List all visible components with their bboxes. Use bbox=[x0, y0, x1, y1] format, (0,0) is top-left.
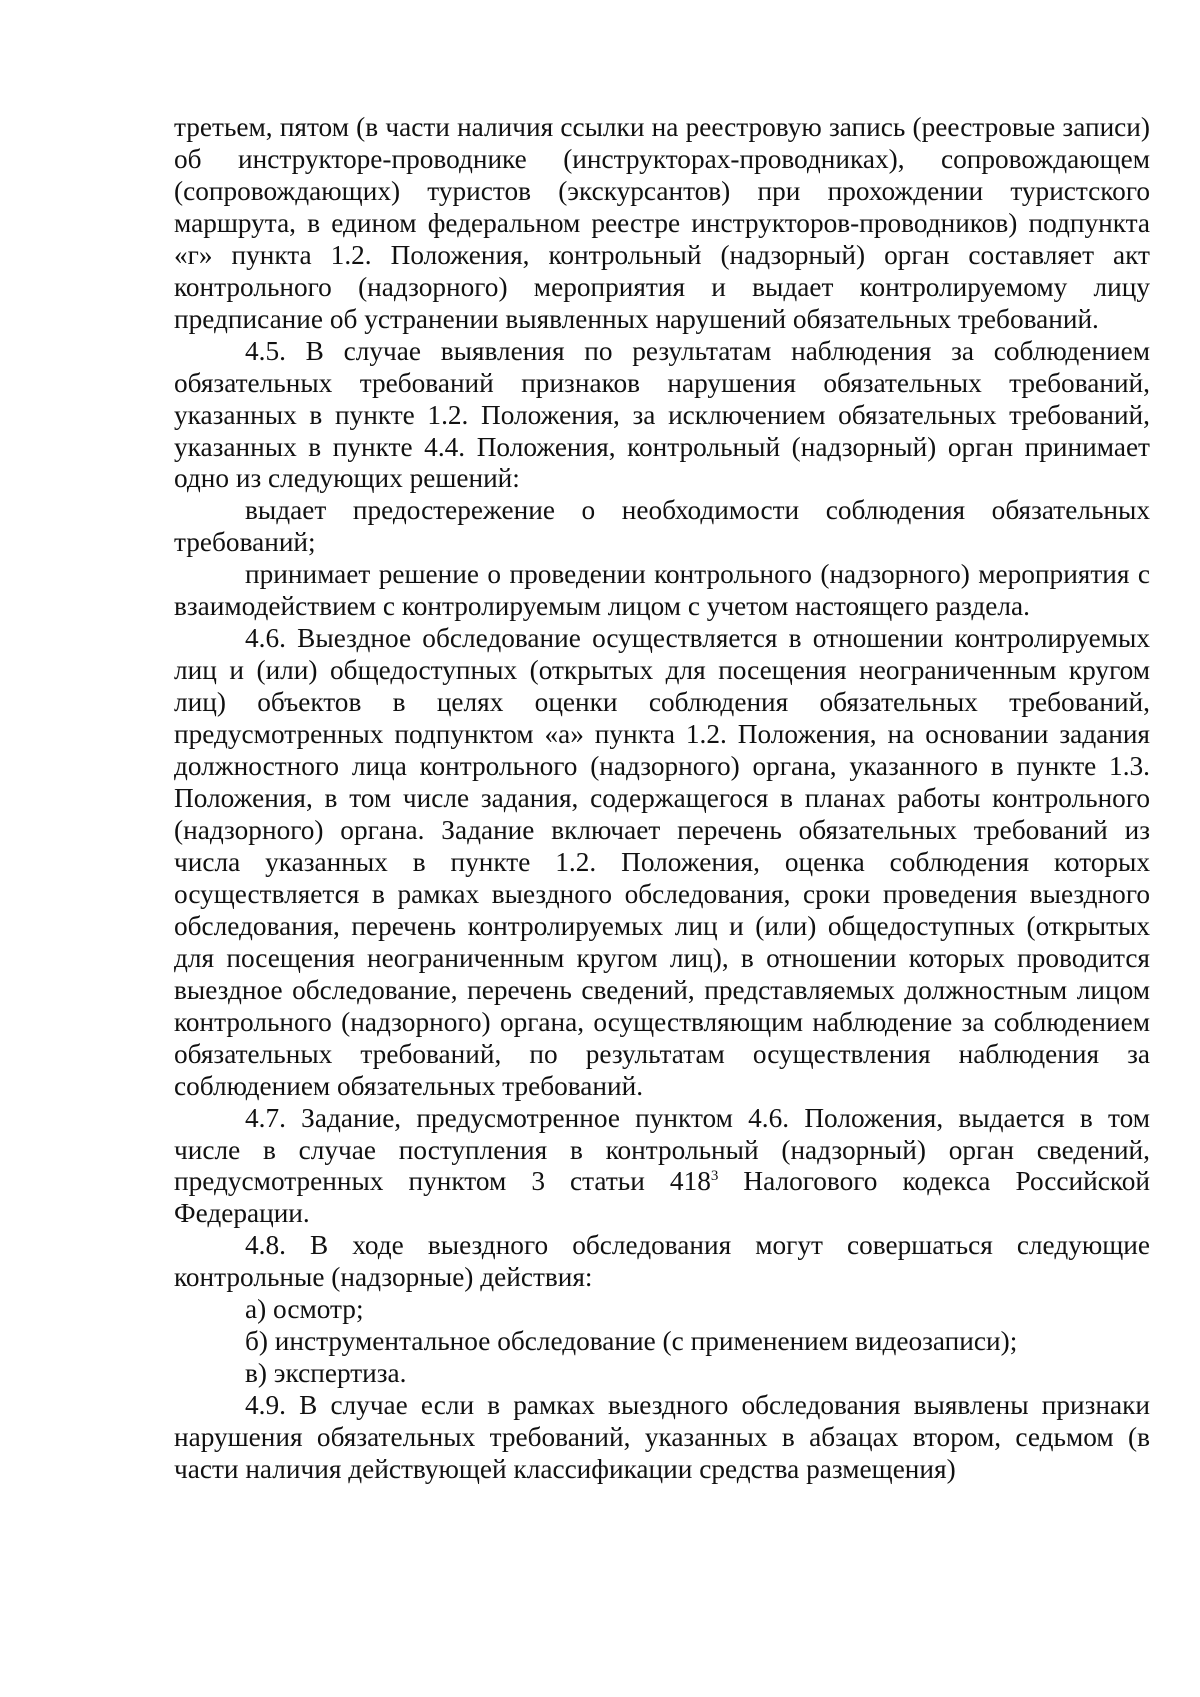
paragraph-4-5: 4.5. В случае выявления по результатам наблюдения за соблюдением обязательных требований признаков нарушения обязательных требований, указанных в пункте 1.2. Положения, за исключением обязательных требований, указанных в пункте 4.4. Положения, контрольный (надзорный) орган принимает одно из следующих решений: bbox=[174, 335, 1150, 494]
list-item-expertise: в) экспертиза. bbox=[245, 1358, 407, 1389]
paragraph-4-8: 4.8. В ходе выездного обследования могут совершаться следующие контрольные (надзорные) действия: bbox=[174, 1230, 1150, 1293]
document-page bbox=[174, 112, 1150, 1486]
paragraph-4-7-text-after: Налогового кодекса Российской Федерации. bbox=[174, 1166, 1150, 1229]
article-superscript: 3 bbox=[710, 1168, 719, 1185]
list-item-instrumental-examination: б) инструментальное обследование (с применением видеозаписи); bbox=[245, 1326, 1018, 1357]
paragraph-4-6: 4.6. Выездное обследование осуществляется в отношении контролируемых лиц и (или) общедоступных (открытых для посещения неограниченным кругом лиц) объектов в целях оценки соблюдения обязательных требований, предусмотренных подпунктом «а» пункта 1.2. Положения, на основании задания должностного лица контрольного (надзорного) органа, указанного в пункте 1.3. Положения, в том числе задания, содержащегося в планах работы контрольного (надзорного) органа. Задание включает перечень обязательных требований из числа указанных в пункте 1.2. Положения, оценка соблюдения которых осуществляется в рамках выездного обследования, сроки проведения выездного обследования, перечень контролируемых лиц и (или) общедоступных (открытых для посещения неограниченным кругом лиц), в отношении которых проводится выездное обследование, перечень сведений, представляемых должностным лицом контрольного (надзорного) органа, осуществляющим наблюдение за соблюдением обязательных требований, по результатам осуществления наблюдения за соблюдением обязательных требований. bbox=[174, 623, 1150, 1101]
paragraph-4-5-option-inspection: принимает решение о проведении контрольного (надзорного) мероприятия с взаимодействием с контролируемым лицом с учетом настоящего раздела. bbox=[174, 559, 1150, 622]
paragraph-continuation: третьем, пятом (в части наличия ссылки на реестровую запись (реестровые записи) об инструкторе-проводнике (инструкторах-проводниках), сопровождающем (сопровождающих) туристов (экскурсантов) при прохождении туристского маршрута, в едином федеральном реестре инструкторов-проводников) подпункта «г» пункта 1.2. Положения, контрольный (надзорный) орган составляет акт контрольного (надзорного) мероприятия и выдает контролируемому лицу предписание об устранении выявленных нарушений обязательных требований. bbox=[174, 112, 1150, 334]
paragraph-4-5-option-warning: выдает предостережение о необходимости соблюдения обязательных требований; bbox=[174, 495, 1150, 558]
paragraph-4-7 bbox=[174, 1103, 1150, 1231]
list-item-inspection: а) осмотр; bbox=[245, 1294, 364, 1325]
paragraph-4-9: 4.9. В случае если в рамках выездного обследования выявлены признаки нарушения обязательных требований, указанных в абзацах втором, седьмом (в части наличия действующей классификации средства размещения) bbox=[174, 1390, 1150, 1485]
paragraph-4-7-text-before: 4.7. Задание, предусмотренное пунктом 4.6. Положения, выдается в том числе в случае поступления в контрольный (надзорный) орган сведений, предусмотренных пунктом 3 статьи 418 bbox=[174, 1102, 1150, 1197]
